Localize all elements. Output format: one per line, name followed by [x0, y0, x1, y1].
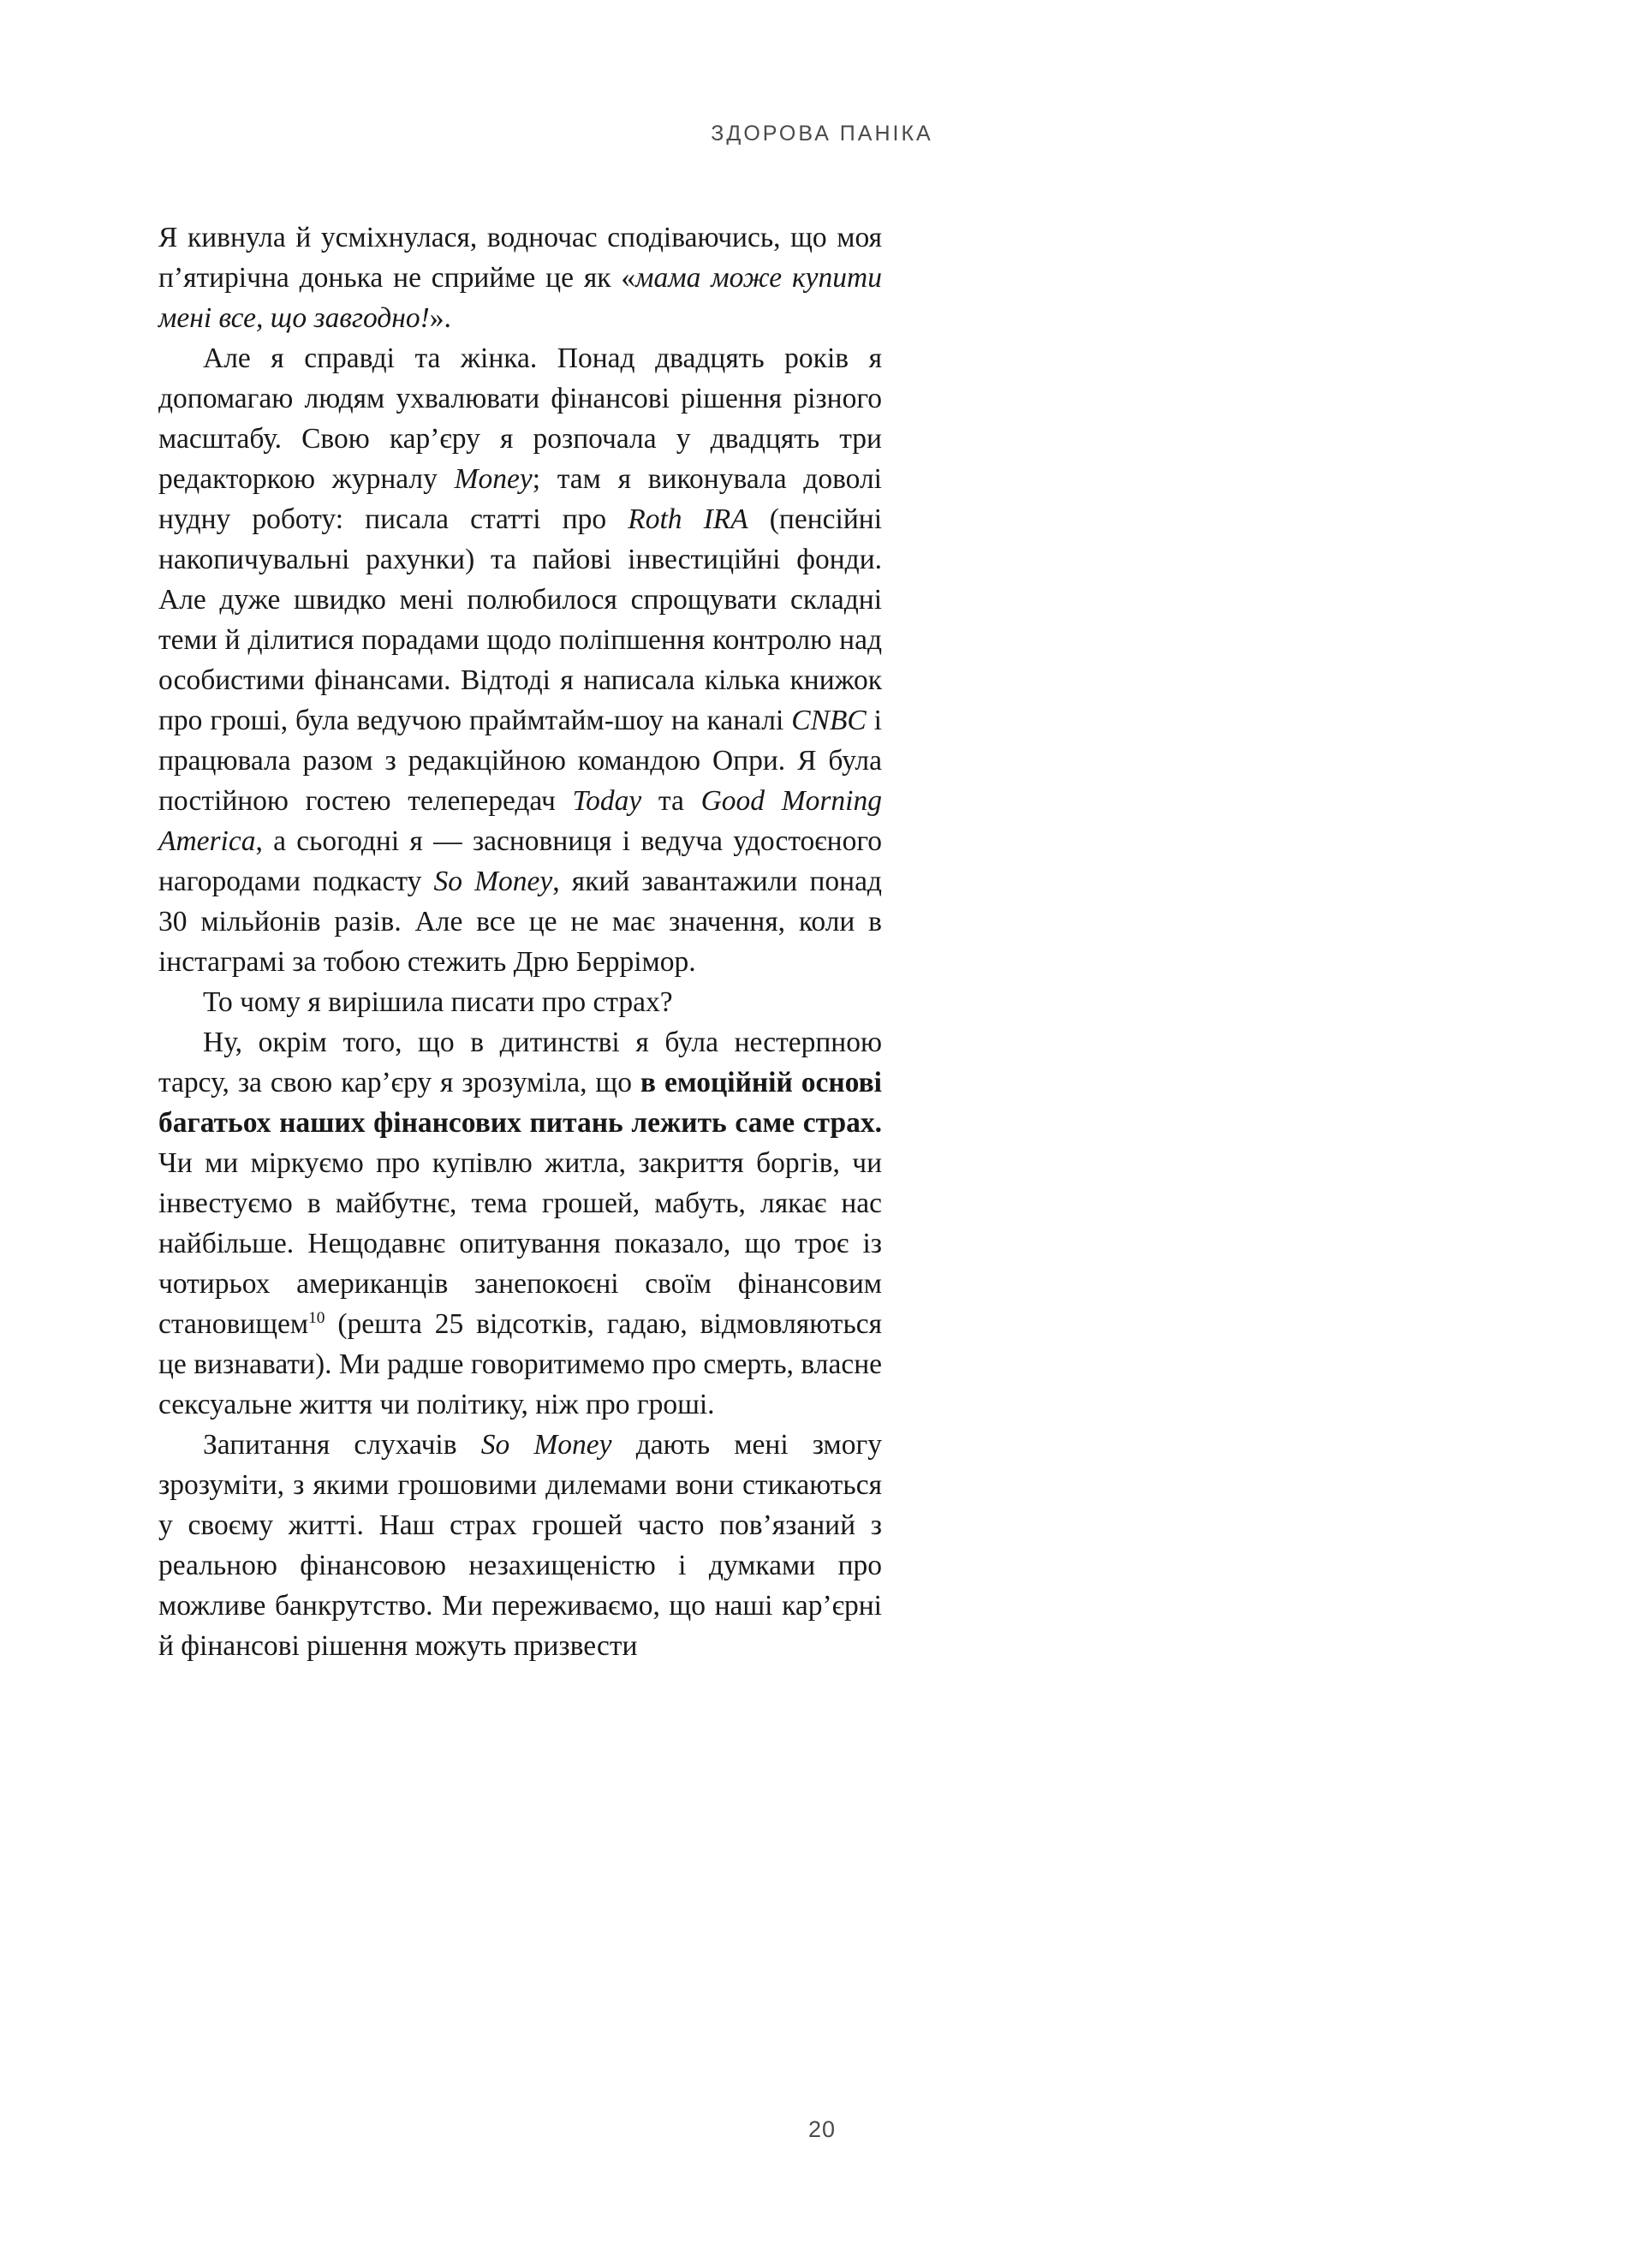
text-run: Запитання слухачів [203, 1429, 481, 1461]
text-run: Але я справді та жінка. Понад двадцять років я допомагаю людям ухвалювати фінансові рішення різного масштабу. Свою кар’єру я розпочала у двадцять три редакторкою журналу [158, 342, 882, 495]
paragraph-1 [158, 217, 882, 338]
paragraph-5 [158, 1425, 882, 1666]
text-run: Чи ми міркуємо про купівлю житла, закриття боргів, чи інвестуємо в майбутнє, тема грошей, мабуть, лякає нас найбільше. Нещодавнє опитування показало, що троє із чотирьох американців занепокоєні своїм фінансовим становищем [158, 1147, 882, 1340]
bold-run: в емоційній основі багатьох наших фінансових питань лежить саме страх. [158, 1067, 882, 1139]
italic-run: Today [572, 785, 642, 817]
paragraph-2 [158, 338, 882, 982]
italic-run: мама може купити мені все, що завгодно! [158, 262, 882, 334]
text-run: ». [429, 302, 451, 334]
footnote-marker: 10 [308, 1308, 325, 1327]
italic-run: So Money [480, 1429, 612, 1461]
text-run: та [641, 785, 701, 817]
text-run: (пенсійні накопичувальні рахунки) та пайові інвестиційні фонди. Але дуже швидко мені полюбилося спрощувати складні теми й ділитися порадами щодо поліпшення контролю над особистими фінансами. Відтоді я написала кілька книжок про гроші, була ведучою праймтайм-шоу на каналі [158, 503, 882, 736]
text-run: дають мені змогу зрозуміти, з якими грошовими дилемами вони стикаються у своєму житті. Наш страх грошей часто пов’язаний з реальною фінансовою незахищеністю і думками про можливе банкрутство. Ми переживаємо, що наші кар’єрні й фінансові рішення можуть призвести [158, 1429, 882, 1662]
text-run: , а сьогодні я — засновниця і ведуча удостоєного нагородами подкасту [158, 825, 882, 897]
page-number: 20 [807, 2116, 837, 2142]
italic-run: Money [454, 463, 533, 495]
text-run: Я кивнула й усміхнулася, водночас сподіваючись, що моя п’ятирічна донька не сприйме це як « [158, 222, 882, 294]
text-run: , який завантажили понад 30 мільйонів разів. Але все це не має значення, коли в інстаграмі за тобою стежить Дрю Беррімор. [158, 866, 882, 978]
text-run: ; там я виконувала доволі нудну роботу: писала статті про [158, 463, 882, 535]
running-head: ЗДОРОВА ПАНІКА [711, 122, 933, 146]
text-run: (решта 25 відсотків, гадаю, відмовляються це визнавати). Ми радше говоритимемо про смерть, власне сексуальне життя чи політику, ніж про гроші. [158, 1308, 882, 1420]
text-run: і працювала разом з редакційною командою Опри. Я була постійною гостею телепередач [158, 705, 882, 817]
italic-run: Roth IRA [628, 503, 748, 535]
paragraph-3 [158, 982, 882, 1022]
text-run: Ну, окрім того, що в дитинстві я була нестерпною тарсу, за свою кар’єру я зрозуміла, що [158, 1027, 882, 1098]
text-run: То чому я вирішила писати про страх? [203, 986, 673, 1018]
italic-run: CNBC [791, 705, 867, 736]
paragraph-4 [158, 1022, 882, 1425]
italic-run: So Money [433, 866, 553, 897]
body-text-block [158, 217, 882, 1666]
italic-run: Good Morning America [158, 785, 882, 857]
